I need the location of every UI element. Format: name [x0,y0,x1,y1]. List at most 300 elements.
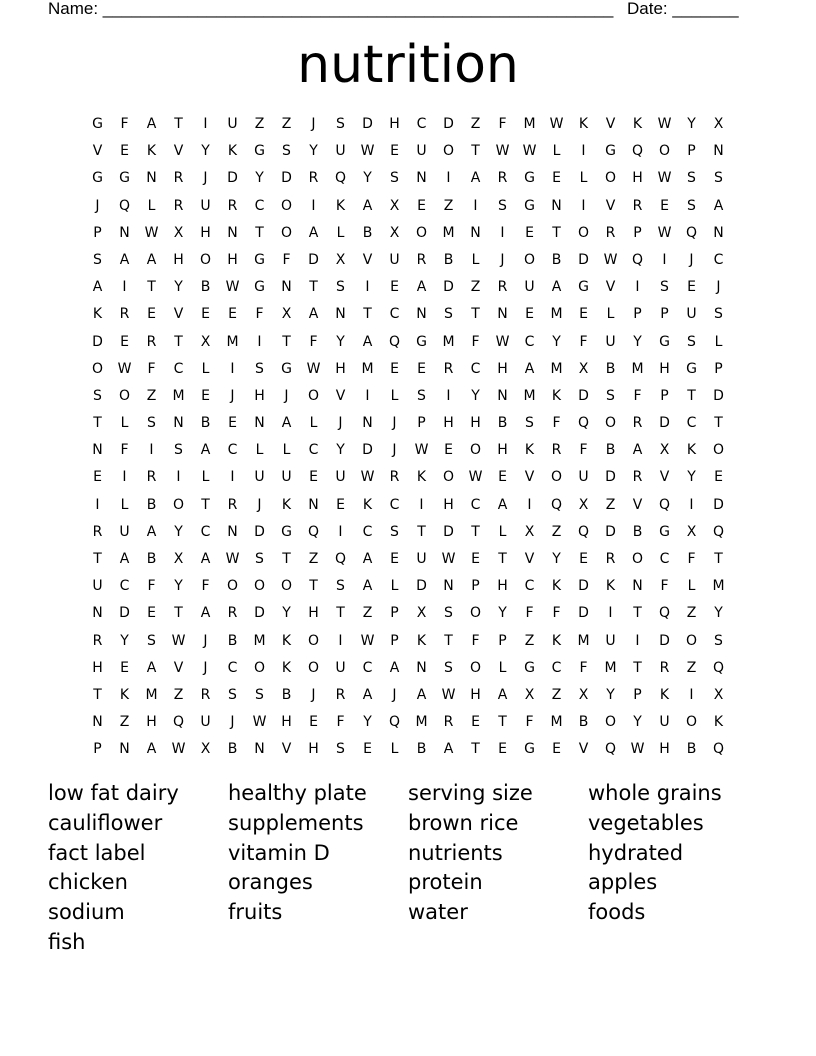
grid-letter: D [659,415,670,432]
grid-letter: K [713,714,724,731]
grid-letter: X [524,523,535,540]
grid-letter: D [713,496,724,513]
word-list-item: serving size [408,781,533,805]
grid-letter: H [281,714,292,731]
grid-letter: H [659,360,670,377]
grid-letter: E [687,279,696,296]
grid-letter: H [227,251,238,268]
grid-letter: C [362,523,373,540]
grid-letter: C [686,415,697,432]
grid-letter: E [417,360,426,377]
grid-letter: D [659,632,670,649]
grid-letter: F [498,116,507,132]
grid-letter: L [120,496,129,513]
grid-letter: I [473,197,478,214]
grid-letter: S [255,686,264,703]
grid-letter: F [309,333,318,350]
grid-letter: F [579,442,588,459]
grid-letter: E [714,469,723,486]
grid-letter: C [254,197,265,214]
grid-letter: G [659,333,670,350]
grid-letter: Z [551,523,562,540]
grid-letter: E [390,143,399,160]
grid-letter: L [390,578,399,595]
grid-letter: M [712,578,725,595]
grid-letter: K [281,496,292,513]
grid-letter: F [336,714,345,731]
grid-letter: G [416,333,427,350]
grid-letter: O [253,659,266,676]
grid-letter: F [525,714,534,731]
grid-letter: N [92,605,103,622]
word-list-item: fruits [228,900,283,925]
grid-letter: N [632,578,643,595]
grid-letter: A [362,197,373,214]
grid-letter: F [120,116,129,132]
grid-letter: M [226,333,239,350]
grid-letter: B [416,741,427,758]
grid-letter: Y [363,714,372,731]
grid-letter: A [470,170,481,187]
grid-letter: O [280,197,293,214]
grid-letter: K [605,578,616,595]
grid-letter: G [686,360,697,377]
grid-letter: A [497,686,508,703]
grid-letter: L [390,387,399,404]
grid-letter: E [201,387,210,404]
grid-letter: O [604,170,617,187]
grid-letter: I [419,496,424,513]
grid-letter: O [415,224,428,241]
grid-letter: O [712,442,725,459]
grid-letter: G [524,197,535,214]
grid-letter: E [309,469,318,486]
grid-letter: D [578,578,589,595]
grid-letter: Q [118,197,131,214]
grid-letter: X [173,224,184,241]
grid-letter: A [632,442,643,459]
grid-letter: Y [471,387,480,404]
grid-letter: W [306,360,321,377]
grid-letter: E [444,442,453,459]
grid-letter: I [338,632,343,649]
grid-letter: A [146,659,157,676]
grid-letter: M [604,659,617,676]
grid-letter: X [389,224,400,241]
grid-letter: H [254,387,265,404]
grid-letter: L [201,360,210,377]
grid-letter: R [605,551,616,567]
grid-letter: T [714,551,723,567]
grid-letter: M [442,224,455,241]
grid-letter: L [471,251,480,268]
grid-letter: S [336,741,345,758]
grid-letter: F [471,632,480,649]
grid-letter: A [308,224,319,241]
grid-letter: E [363,741,372,758]
grid-letter: B [227,741,238,758]
grid-letter: W [360,469,375,486]
grid-letter: F [147,578,156,595]
grid-letter: W [495,143,510,160]
grid-letter: Y [552,333,561,350]
grid-letter: V [524,551,535,567]
grid-letter: A [362,551,373,567]
page-title: nutrition [297,35,519,95]
grid-letter: V [605,116,616,132]
grid-letter: O [253,578,266,595]
grid-letter: F [660,578,669,595]
grid-letter: U [200,197,211,214]
grid-letter: Z [470,116,481,132]
grid-letter: F [255,306,264,323]
grid-letter: E [201,306,210,323]
grid-letter: E [309,714,318,731]
grid-letter: E [93,469,102,486]
word-list-item: whole grains [588,781,722,805]
grid-letter: J [392,686,397,703]
grid-letter: R [497,170,508,187]
grid-letter: R [551,442,562,459]
grid-letter: A [497,496,508,513]
grid-letter: S [444,306,453,323]
grid-letter: L [498,659,507,676]
grid-letter: A [416,279,427,296]
grid-letter: E [390,360,399,377]
grid-letter: S [93,387,102,404]
grid-letter: T [282,333,291,350]
grid-letter: Q [550,496,563,513]
grid-letter: E [552,170,561,187]
grid-letter: W [441,551,456,567]
grid-letter: D [254,523,265,540]
grid-letter: G [605,143,616,160]
grid-letter: G [254,251,265,268]
grid-letter: P [417,415,426,432]
grid-letter: C [551,659,562,676]
grid-letter: C [416,116,427,132]
grid-letter: P [93,741,102,758]
grid-letter: M [172,387,185,404]
grid-letter: Y [363,170,372,187]
grid-letter: V [335,387,346,404]
grid-letter: B [605,360,616,377]
grid-letter: S [498,197,507,214]
grid-letter: I [230,469,235,486]
grid-letter: W [657,116,672,132]
grid-letter: L [255,442,264,459]
grid-letter: U [605,632,616,649]
grid-letter: H [497,442,508,459]
grid-letter: L [552,143,561,160]
grid-letter: B [578,714,589,731]
grid-letter: I [689,496,694,513]
grid-letter: D [416,578,427,595]
grid-letter: B [605,442,616,459]
word-list-item: vegetables [588,810,704,835]
grid-letter: R [389,469,400,486]
word-list-item: cauliflower [48,810,163,835]
grid-letter: R [632,415,643,432]
grid-letter: F [633,387,642,404]
grid-letter: Z [605,496,616,513]
grid-letter: Z [443,197,454,214]
grid-letter: V [281,741,292,758]
grid-letter: G [524,170,535,187]
grid-letter: G [92,170,103,187]
grid-letter: Y [633,333,642,350]
grid-letter: L [498,523,507,540]
grid-letter: E [579,551,588,567]
grid-letter: S [714,632,723,649]
grid-letter: N [713,143,724,160]
grid-letter: O [469,659,482,676]
grid-letter: E [147,605,156,622]
grid-letter: Q [577,415,590,432]
word-list-item: supplements [228,810,364,835]
grid-letter: I [689,686,694,703]
grid-letter: J [311,116,316,132]
grid-letter: J [689,251,694,268]
grid-letter: D [605,523,616,540]
grid-letter: Y [174,523,183,540]
grid-letter: L [201,469,210,486]
grid-letter: N [119,224,130,241]
grid-letter: H [659,741,670,758]
grid-letter: I [635,632,640,649]
grid-letter: R [227,496,238,513]
grid-letter: C [389,496,400,513]
header-line [48,0,748,20]
grid-letter: B [200,279,211,296]
grid-letter: N [92,714,103,731]
grid-letter: O [550,469,563,486]
grid-letter: B [146,496,157,513]
grid-letter: O [226,578,239,595]
grid-letter: P [633,224,642,241]
grid-letter: O [307,387,320,404]
grid-letter: C [362,659,373,676]
grid-letter: N [443,578,454,595]
grid-letter: C [524,333,535,350]
grid-letter: U [281,469,292,486]
grid-letter: E [390,279,399,296]
grid-letter: S [255,551,264,567]
grid-letter: U [524,279,535,296]
word-list-item: water [408,900,468,925]
grid-letter: U [335,659,346,676]
grid-letter: A [281,415,292,432]
grid-letter: T [687,387,696,404]
grid-letter: P [390,632,399,649]
word-list-item: apples [588,870,658,895]
grid-letter: Y [714,605,723,622]
grid-letter: J [338,415,343,432]
grid-letter: Y [633,714,642,731]
grid-letter: P [660,387,669,404]
grid-letter: G [254,143,265,160]
grid-letter: I [446,387,451,404]
grid-letter: G [119,170,130,187]
grid-letter: C [713,251,724,268]
word-list-item: chicken [48,870,128,895]
grid-letter: X [281,306,292,323]
grid-letter: N [551,197,562,214]
grid-letter: H [335,360,346,377]
grid-letter: G [281,360,292,377]
grid-letter: O [118,387,131,404]
grid-letter: E [336,496,345,513]
grid-letter: I [122,279,127,296]
grid-letter: N [362,415,373,432]
grid-letter: R [92,632,103,649]
grid-letter: M [550,360,563,377]
grid-letter: U [578,469,589,486]
word-list-item: oranges [228,870,313,895]
grid-letter: H [173,251,184,268]
grid-letter: Z [524,632,535,649]
grid-letter: Z [308,551,319,567]
grid-letter: U [254,469,265,486]
grid-letter: E [525,224,534,241]
grid-letter: U [335,469,346,486]
grid-letter: O [307,632,320,649]
grid-letter: B [551,251,562,268]
grid-letter: S [282,143,291,160]
grid-letter: B [200,415,211,432]
grid-letter: Y [606,686,615,703]
grid-letter: D [443,116,454,132]
grid-letter: Y [687,116,696,132]
grid-letter: A [146,741,157,758]
grid-letter: P [687,143,696,160]
grid-letter: M [145,686,158,703]
grid-letter: O [172,496,185,513]
grid-letter: D [281,170,292,187]
grid-letter: P [714,360,723,377]
grid-letter: S [444,659,453,676]
grid-letter: X [659,442,670,459]
grid-letter: Z [119,714,130,731]
grid-letter: F [525,605,534,622]
grid-letter: Y [687,469,696,486]
grid-letter: S [336,578,345,595]
grid-letter: S [714,306,723,323]
grid-letter: E [390,551,399,567]
grid-letter: E [525,306,534,323]
grid-letter: P [633,306,642,323]
name-field-label: Name: ______________________________________________________ [48,0,614,18]
grid-letter: S [255,360,264,377]
grid-letter: F [579,333,588,350]
grid-letter: C [524,578,535,595]
word-list-item: fact label [48,840,146,865]
grid-letter: W [657,224,672,241]
grid-letter: H [146,714,157,731]
grid-letter: Q [631,251,644,268]
grid-letter: Q [712,523,725,540]
grid-letter: U [92,578,103,595]
grid-letter: T [417,523,426,540]
grid-letter: T [498,714,507,731]
grid-letter: P [93,224,102,241]
grid-letter: M [415,714,428,731]
grid-letter: I [527,496,532,513]
grid-letter: K [362,496,373,513]
grid-letter: A [200,551,211,567]
grid-letter: O [658,143,671,160]
grid-letter: J [230,387,235,404]
grid-letter: A [146,116,157,132]
grid-letter: K [281,659,292,676]
grid-letter: O [604,714,617,731]
grid-letter: L [606,306,615,323]
grid-letter: N [254,415,265,432]
grid-letter: R [632,197,643,214]
grid-letter: G [92,116,103,132]
grid-letter: C [308,442,319,459]
grid-letter: Q [631,143,644,160]
grid-letter: C [470,496,481,513]
grid-letter: T [498,551,507,567]
grid-letter: N [119,741,130,758]
grid-letter: K [578,116,589,132]
grid-letter: B [281,686,292,703]
grid-letter: I [257,333,262,350]
grid-letter: T [336,605,345,622]
grid-letter: U [605,333,616,350]
grid-letter: Q [172,714,185,731]
grid-letter: I [95,496,100,513]
grid-letter: R [119,306,130,323]
grid-letter: S [93,251,102,268]
grid-letter: T [444,632,453,649]
grid-letter: R [308,170,319,187]
grid-letter: U [227,116,238,132]
grid-letter: R [227,605,238,622]
grid-letter: V [632,496,643,513]
grid-letter: C [173,360,184,377]
grid-letter: V [524,469,535,486]
grid-letter: O [280,224,293,241]
grid-letter: D [308,251,319,268]
date-field-label: Date: _______ [627,0,739,18]
grid-letter: B [146,551,157,567]
grid-letter: O [442,143,455,160]
grid-letter: A [389,659,400,676]
grid-letter: Y [120,632,129,649]
grid-letter: G [524,659,535,676]
grid-letter: W [468,469,483,486]
grid-letter: J [257,496,262,513]
grid-letter: S [390,523,399,540]
grid-letter: E [228,415,237,432]
grid-letter: T [471,143,480,160]
grid-letter: L [120,415,129,432]
grid-letter: A [416,686,427,703]
grid-letter: H [200,224,211,241]
grid-letter: O [199,251,212,268]
word-list-item: low fat dairy [48,781,179,805]
grid-letter: P [660,306,669,323]
grid-letter: X [200,741,211,758]
grid-letter: L [390,741,399,758]
grid-letter: S [147,632,156,649]
grid-letter: S [687,333,696,350]
grid-letter: T [93,686,102,703]
grid-letter: F [687,551,696,567]
grid-letter: J [716,279,721,296]
